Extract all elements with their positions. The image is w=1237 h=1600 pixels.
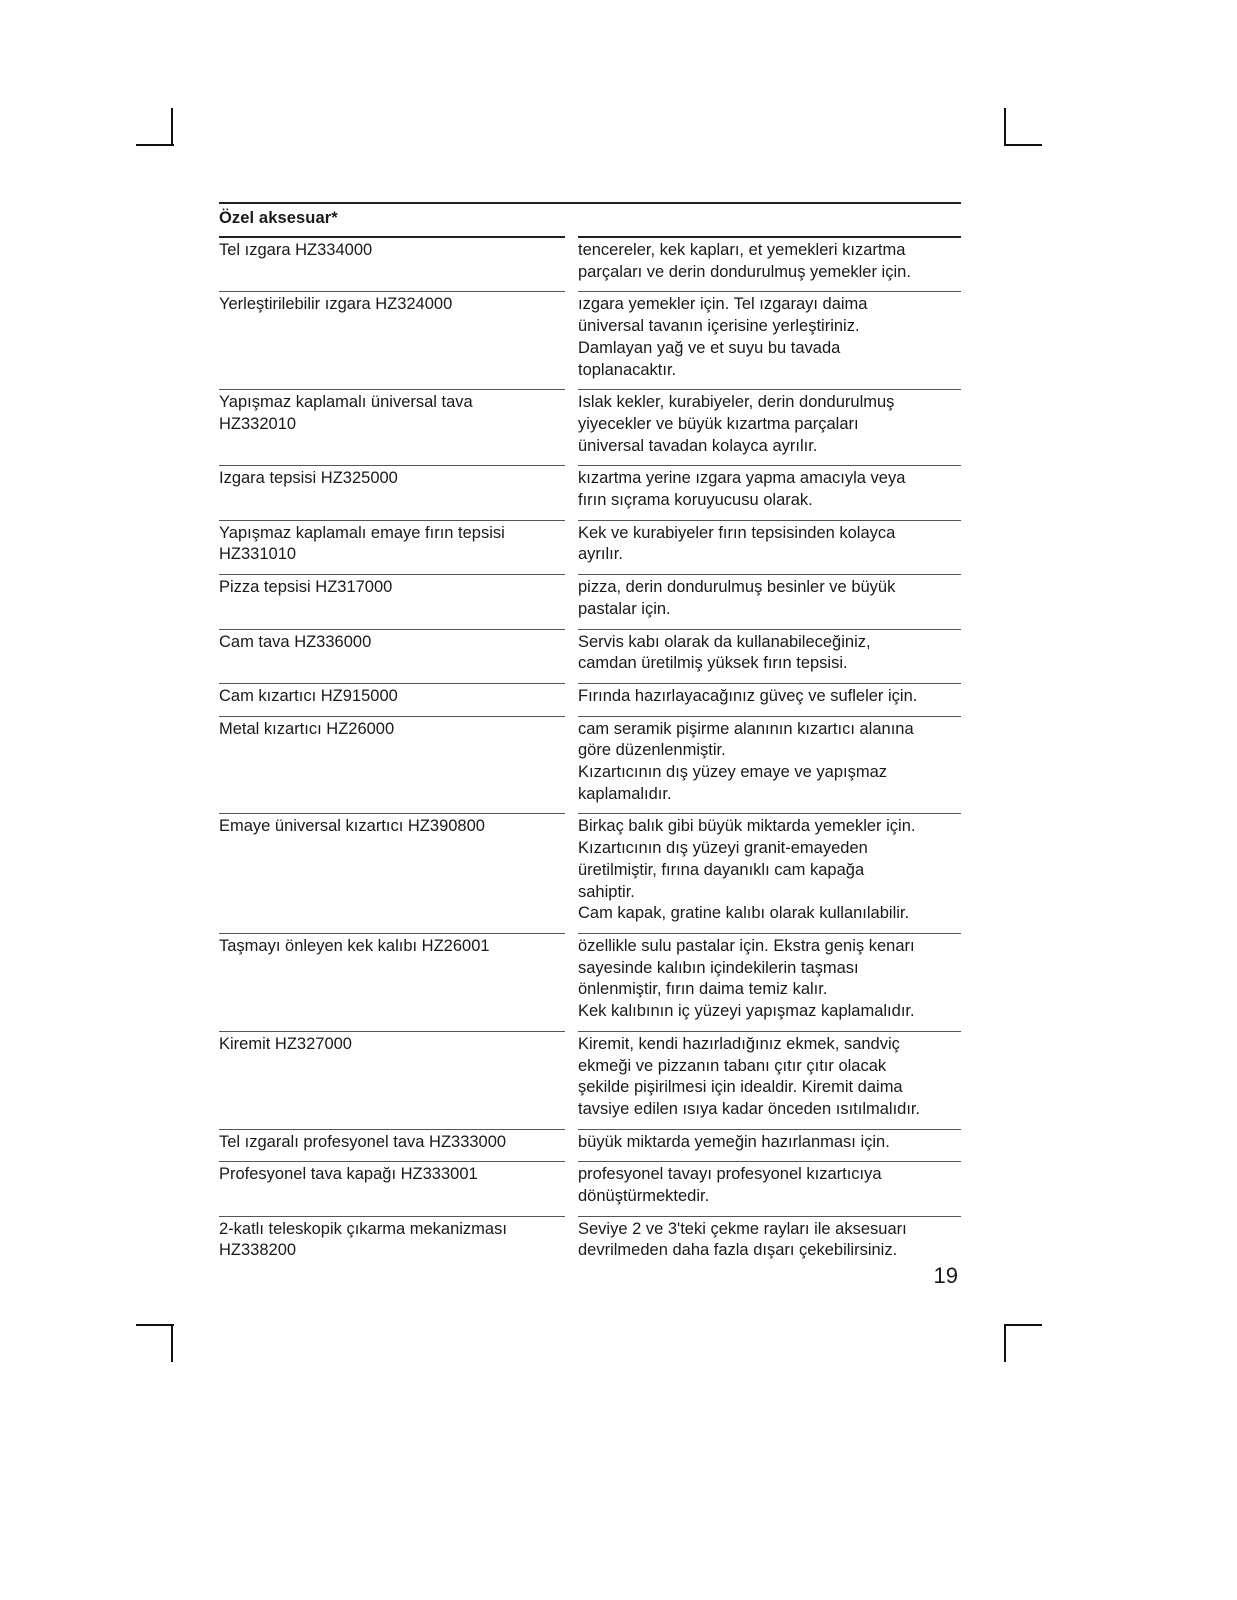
accessory-description-line: Kızartıcının dış yüzey emaye ve yapışmaz — [578, 763, 888, 782]
accessory-description-line: Cam kapak, gratine kalıbı olarak kullanılabilir. — [578, 904, 910, 923]
table-row — [219, 1031, 961, 1129]
table-row — [219, 813, 961, 933]
accessory-name-line: Yerleştirilebilir ızgara HZ324000 — [219, 295, 453, 314]
table-row — [219, 291, 961, 389]
accessory-name-cell — [219, 629, 565, 683]
accessory-description-line: kaplamalıdır. — [578, 784, 672, 803]
page-number: 19 — [933, 1263, 958, 1288]
accessory-description-line: önlenmiştir, fırın daima temiz kalır. — [578, 980, 828, 999]
accessory-description-line: pastalar için. — [578, 599, 671, 618]
crop-mark-bottom-left-horizontal — [136, 1324, 174, 1326]
accessory-description-line: camdan üretilmiş yüksek fırın tepsisi. — [578, 654, 848, 673]
column-gap — [565, 520, 578, 574]
accessory-description-line: üniversal tavanın içerisine yerleştiriniz. — [578, 317, 860, 336]
accessory-name-cell — [219, 716, 565, 814]
accessory-description-cell — [578, 1129, 961, 1162]
accessory-description-line: göre düzenlenmiştir. — [578, 741, 726, 760]
column-gap — [565, 629, 578, 683]
column-gap — [565, 574, 578, 628]
table-row — [219, 1129, 961, 1162]
crop-mark-bottom-right-horizontal — [1004, 1324, 1042, 1326]
accessory-description-line: sayesinde kalıbın içindekilerin taşması — [578, 958, 859, 977]
accessory-description-cell — [578, 291, 961, 389]
table-row — [219, 1161, 961, 1215]
column-gap — [565, 389, 578, 465]
accessory-description-line: pizza, derin dondurulmuş besinler ve büyük — [578, 578, 896, 597]
accessory-description-line: Kiremit, kendi hazırladığınız ekmek, sandviç — [578, 1034, 900, 1053]
accessory-description-line: Fırında hazırlayacağınız güveç ve sufleler için. — [578, 686, 918, 705]
column-gap — [565, 1129, 578, 1162]
accessory-description-line: Seviye 2 ve 3'teki çekme rayları ile aksesuarı — [578, 1219, 907, 1238]
accessory-description-line: özellikle sulu pastalar için. Ekstra geniş kenarı — [578, 936, 915, 955]
column-gap — [565, 716, 578, 814]
accessory-name-line: Yapışmaz kaplamalı emaye fırın tepsisi — [219, 523, 505, 542]
accessory-description-line: cam seramik pişirme alanının kızartıcı alanına — [578, 719, 914, 738]
accessory-name-cell — [219, 1161, 565, 1215]
accessory-description-cell — [578, 1031, 961, 1129]
column-gap — [565, 813, 578, 933]
accessory-description-line: büyük miktarda yemeğin hazırlanması için. — [578, 1132, 890, 1151]
accessory-name-cell — [219, 1129, 565, 1162]
accessory-name-cell — [219, 465, 565, 519]
accessory-description-cell — [578, 683, 961, 716]
accessory-name-line: Izgara tepsisi HZ325000 — [219, 469, 398, 488]
accessory-name-cell — [219, 236, 565, 291]
table-row — [219, 236, 961, 291]
accessory-name-line: 2-katlı teleskopik çıkarma mekanizması — [219, 1219, 507, 1238]
accessory-description-line: dönüştürmektedir. — [578, 1187, 710, 1206]
accessory-description-cell — [578, 716, 961, 814]
table-row — [219, 520, 961, 574]
accessory-description-line: yiyecekler ve büyük kızartma parçaları — [578, 414, 859, 433]
crop-mark-top-right-horizontal — [1004, 144, 1042, 146]
accessory-name-line: Kiremit HZ327000 — [219, 1034, 352, 1053]
accessory-description-line: Kek ve kurabiyeler fırın tepsisinden kolayca — [578, 523, 896, 542]
accessory-description-line: parçaları ve derin dondurulmuş yemekler için. — [578, 262, 911, 281]
accessory-name-cell — [219, 1216, 565, 1270]
accessory-description-line: ızgara yemekler için. Tel ızgarayı daima — [578, 295, 868, 314]
crop-mark-top-left-horizontal — [136, 144, 174, 146]
accessory-name-cell — [219, 291, 565, 389]
accessory-name-line: Metal kızartıcı HZ26000 — [219, 719, 395, 738]
column-gap — [565, 1031, 578, 1129]
accessory-description-line: toplanacaktır. — [578, 360, 677, 379]
accessory-name-line: Emaye üniversal kızartıcı HZ390800 — [219, 817, 485, 836]
column-gap — [565, 291, 578, 389]
column-gap — [565, 236, 578, 291]
accessory-name-line: HZ331010 — [219, 545, 297, 564]
section-title: Özel aksesuar* — [219, 209, 338, 227]
accessory-name-line: Tel ızgaralı profesyonel tava HZ333000 — [219, 1132, 507, 1151]
accessory-table — [219, 236, 961, 1270]
accessory-description-cell — [578, 813, 961, 933]
column-gap — [565, 933, 578, 1031]
accessory-description-cell — [578, 465, 961, 519]
accessory-name-cell — [219, 933, 565, 1031]
accessory-description-line: tavsiye edilen ısıya kadar önceden ısıtılmalıdır. — [578, 1099, 921, 1118]
accessory-description-line: üniversal tavadan kolayca ayrılır. — [578, 436, 818, 455]
accessory-description-line: Birkaç balık gibi büyük miktarda yemekler için. — [578, 817, 916, 836]
accessory-description-cell — [578, 629, 961, 683]
accessory-description-cell — [578, 389, 961, 465]
accessory-description-line: Kızartıcının dış yüzeyi granit-emayeden — [578, 839, 868, 858]
accessory-name-line: Cam tava HZ336000 — [219, 632, 372, 651]
accessory-name-cell — [219, 574, 565, 628]
table-row — [219, 574, 961, 628]
column-gap — [565, 683, 578, 716]
accessory-description-cell — [578, 236, 961, 291]
accessory-name-cell — [219, 1031, 565, 1129]
accessory-description-line: Islak kekler, kurabiyeler, derin dondurulmuş — [578, 393, 895, 412]
column-gap — [565, 1161, 578, 1215]
column-gap — [565, 1216, 578, 1270]
accessory-description-cell — [578, 933, 961, 1031]
accessory-description-line: Damlayan yağ ve et suyu bu tavada — [578, 338, 841, 357]
accessory-description-line: profesyonel tavayı profesyonel kızartıcıya — [578, 1165, 882, 1184]
accessory-section — [219, 202, 961, 1270]
accessory-name-line: HZ338200 — [219, 1241, 297, 1260]
accessory-description-cell — [578, 520, 961, 574]
accessory-description-line: kızartma yerine ızgara yapma amacıyla veya — [578, 469, 906, 488]
accessory-name-line: Tel ızgara HZ334000 — [219, 241, 373, 259]
accessory-name-cell — [219, 683, 565, 716]
accessory-name-line: Pizza tepsisi HZ317000 — [219, 578, 393, 597]
crop-mark-bottom-right-vertical — [1004, 1324, 1006, 1362]
accessory-description-line: Kek kalıbının iç yüzeyi yapışmaz kaplamalıdır. — [578, 1002, 915, 1021]
table-row — [219, 629, 961, 683]
accessory-name-cell — [219, 389, 565, 465]
accessory-description-line: tencereler, kek kapları, et yemekleri kızartma — [578, 241, 906, 259]
crop-mark-bottom-left-vertical — [171, 1324, 173, 1362]
table-row — [219, 683, 961, 716]
accessory-description-line: sahiptir. — [578, 882, 635, 901]
accessory-name-line: HZ332010 — [219, 414, 297, 433]
accessory-name-line: Cam kızartıcı HZ915000 — [219, 686, 398, 705]
accessory-description-line: üretilmiştir, fırına dayanıklı cam kapağa — [578, 860, 865, 879]
accessory-name-line: Taşmayı önleyen kek kalıbı HZ26001 — [219, 936, 490, 955]
crop-mark-top-left-vertical — [171, 108, 173, 146]
crop-mark-top-right-vertical — [1004, 108, 1006, 146]
table-row — [219, 389, 961, 465]
table-row — [219, 1216, 961, 1270]
accessory-description-line: şekilde pişirilmesi için idealdir. Kiremit daima — [578, 1078, 903, 1097]
accessory-name-line: Yapışmaz kaplamalı üniversal tava — [219, 393, 473, 412]
accessory-description-cell — [578, 1161, 961, 1215]
accessory-description-line: ekmeği ve pizzanın tabanı çıtır çıtır olacak — [578, 1056, 887, 1075]
accessory-description-line: ayrılır. — [578, 545, 623, 564]
accessory-description-line: fırın sıçrama koruyucusu olarak. — [578, 491, 813, 510]
table-row — [219, 933, 961, 1031]
accessory-description-line: Servis kabı olarak da kullanabileceğiniz, — [578, 632, 871, 651]
table-row — [219, 465, 961, 519]
accessory-name-cell — [219, 813, 565, 933]
table-row — [219, 716, 961, 814]
accessory-name-cell — [219, 520, 565, 574]
accessory-description-cell — [578, 574, 961, 628]
accessory-description-line: devrilmeden daha fazla dışarı çekebilirsiniz. — [578, 1241, 898, 1260]
column-gap — [565, 465, 578, 519]
accessory-name-line: Profesyonel tava kapağı HZ333001 — [219, 1165, 478, 1184]
